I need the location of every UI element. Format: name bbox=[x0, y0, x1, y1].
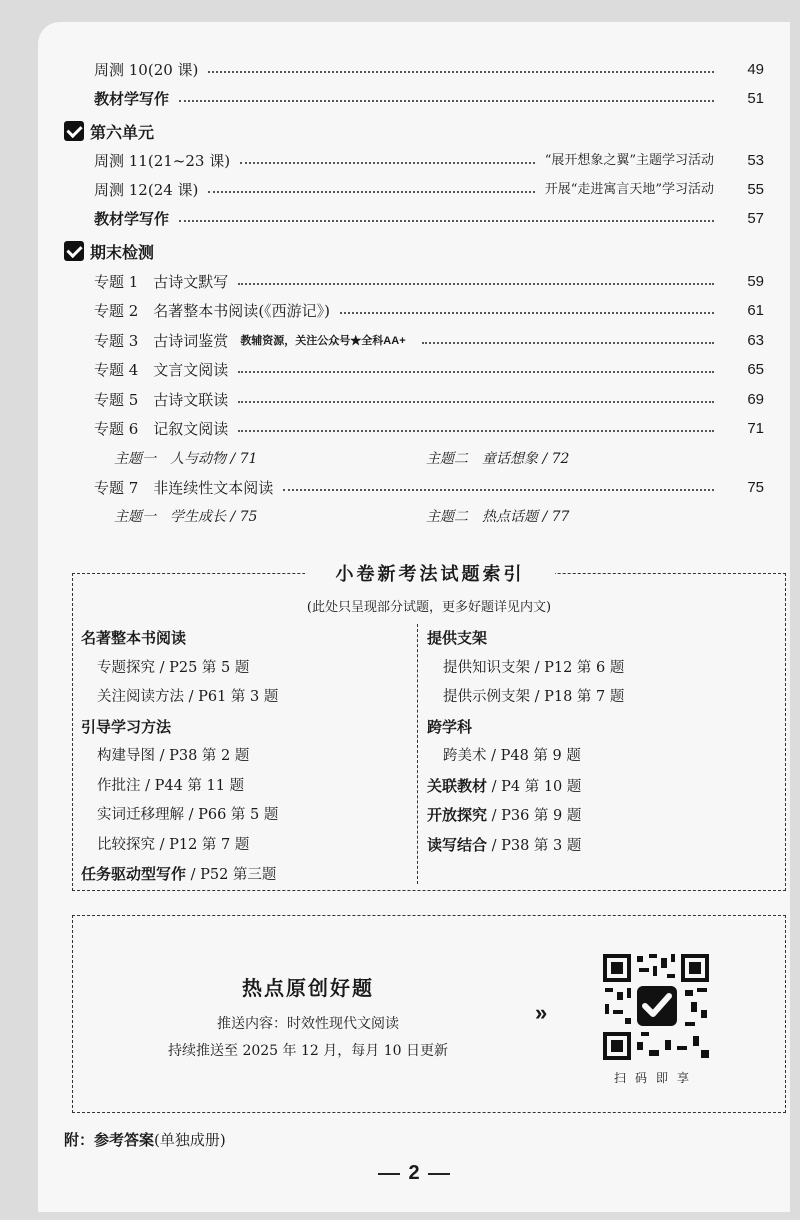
toc-row[interactable] bbox=[94, 356, 764, 384]
section-heading-final bbox=[64, 237, 154, 265]
toc-row[interactable] bbox=[94, 85, 764, 113]
toc-label: 周测 12(24 课) bbox=[94, 181, 199, 199]
toc-page: 65 bbox=[747, 361, 764, 378]
toc-subtopic[interactable]: 主题一 人与动物 / 71 bbox=[114, 451, 258, 467]
watermark-stamp: 教辅资源，关注公众号★全科AA+ bbox=[240, 335, 406, 347]
page-number bbox=[38, 1162, 790, 1185]
index-entry[interactable]: 实词迁移理解 / P66 第 5 题 bbox=[97, 807, 279, 823]
toc-label: 教材学写作 bbox=[94, 90, 170, 108]
index-ref: / P38 第 3 题 bbox=[487, 837, 582, 854]
toc-row[interactable] bbox=[94, 415, 764, 443]
answer-note bbox=[64, 1129, 226, 1150]
toc-label: 专题 1 古诗文默写 bbox=[94, 273, 229, 291]
index-left-column bbox=[81, 624, 278, 890]
dot-leader bbox=[283, 489, 714, 491]
question-index-box bbox=[72, 564, 786, 891]
toc-page: 49 bbox=[747, 61, 764, 78]
toc-subtopic[interactable]: 主题一 学生成长 / 75 bbox=[114, 509, 258, 525]
toc-row[interactable] bbox=[94, 297, 764, 325]
index-category: 任务驱动型写作 bbox=[81, 866, 187, 883]
hot-title: 热点原创好题 bbox=[242, 978, 374, 1000]
toc-row[interactable] bbox=[94, 268, 764, 296]
dot-leader bbox=[179, 100, 714, 102]
index-entry[interactable]: 跨美术 / P48 第 9 题 bbox=[443, 748, 581, 764]
toc-page: 69 bbox=[747, 391, 764, 408]
toc-page: 55 bbox=[747, 181, 764, 198]
hot-line-1: 推送内容：时效性现代文阅读 bbox=[217, 1015, 399, 1031]
toc-subtopic[interactable]: 主题二 童话想象 / 72 bbox=[426, 451, 570, 467]
index-entry[interactable] bbox=[427, 801, 624, 831]
index-category: 提供支架 bbox=[427, 630, 488, 647]
dot-leader bbox=[208, 191, 534, 193]
dot-leader bbox=[238, 430, 714, 432]
index-category: 读写结合 bbox=[427, 836, 488, 854]
index-entry[interactable] bbox=[427, 831, 624, 861]
index-ref: / P36 第 9 题 bbox=[487, 808, 582, 824]
index-category: 跨学科 bbox=[427, 718, 473, 736]
dot-leader bbox=[238, 401, 714, 403]
index-entry[interactable]: 关注阅读方法 / P61 第 3 题 bbox=[97, 689, 279, 705]
toc-page: 75 bbox=[747, 479, 764, 496]
section-title: 期末检测 bbox=[90, 244, 155, 262]
dot-leader bbox=[179, 220, 714, 222]
toc-row[interactable] bbox=[94, 176, 764, 204]
toc-row[interactable] bbox=[94, 474, 764, 502]
toc-page: 63 bbox=[747, 332, 764, 349]
answer-suffix: (单独成册) bbox=[154, 1131, 226, 1149]
index-right-column bbox=[427, 624, 624, 860]
index-ref: / P4 第 10 题 bbox=[487, 778, 582, 795]
toc-row[interactable] bbox=[94, 205, 764, 233]
index-entry[interactable] bbox=[81, 860, 278, 890]
toc-row[interactable] bbox=[94, 327, 764, 355]
index-entry[interactable]: 比较探究 / P12 第 7 题 bbox=[97, 836, 250, 853]
double-chevron-right-icon: » bbox=[535, 1000, 548, 1025]
index-category: 开放探究 bbox=[427, 807, 488, 824]
toc-label: 周测 10(20 课) bbox=[94, 61, 199, 79]
toc-page: 53 bbox=[747, 152, 764, 169]
dot-leader bbox=[422, 342, 714, 344]
dot-leader bbox=[208, 71, 714, 73]
toc-label: 周测 11(21~23 课) bbox=[94, 152, 231, 170]
toc-row[interactable] bbox=[94, 56, 764, 84]
section-heading-unit6 bbox=[64, 117, 154, 145]
dash-left bbox=[378, 1173, 400, 1175]
section-title: 第六单元 bbox=[90, 124, 155, 142]
hot-topics-box bbox=[72, 915, 786, 1113]
dot-leader bbox=[240, 162, 535, 164]
checkbox-checked-icon bbox=[64, 121, 84, 141]
index-entry[interactable]: 作批注 / P44 第 11 题 bbox=[97, 777, 245, 794]
toc-label: 专题 3 古诗词鉴赏 bbox=[94, 332, 229, 350]
index-divider bbox=[417, 624, 418, 884]
page-number-value: 2 bbox=[408, 1162, 420, 1184]
toc-row[interactable] bbox=[94, 386, 764, 414]
index-entry[interactable]: 构建导图 / P38 第 2 题 bbox=[97, 748, 250, 764]
checkbox-checked-icon bbox=[64, 241, 84, 261]
index-ref: / P52 第三题 bbox=[186, 867, 277, 883]
page-sheet bbox=[38, 22, 790, 1212]
index-subtitle: (此处只呈现部分试题，更多好题详见内文) bbox=[306, 600, 552, 615]
toc-subtopic[interactable]: 主题二 热点话题 / 77 bbox=[426, 509, 570, 525]
index-category: 名著整本书阅读 bbox=[81, 630, 187, 647]
toc-row[interactable] bbox=[94, 147, 764, 175]
dot-leader bbox=[238, 371, 714, 373]
index-category: 关联教材 bbox=[427, 777, 488, 795]
toc-page: 71 bbox=[747, 420, 764, 437]
qr-code[interactable] bbox=[601, 952, 711, 1062]
hot-line-2: 持续推送至 2025 年 12 月，每月 10 日更新 bbox=[168, 1043, 448, 1059]
toc-note: 开展“走进寓言天地”学习活动 bbox=[544, 182, 714, 197]
toc-page: 59 bbox=[747, 273, 764, 290]
toc-label: 专题 7 非连续性文本阅读 bbox=[94, 479, 274, 497]
index-title: 小卷新考法试题索引 bbox=[305, 562, 555, 586]
toc-page: 61 bbox=[747, 302, 764, 319]
toc-page: 51 bbox=[747, 90, 764, 107]
index-entry[interactable]: 提供知识支架 / P12 第 6 题 bbox=[443, 659, 625, 676]
dot-leader bbox=[238, 283, 714, 285]
index-entry[interactable]: 提供示例支架 / P18 第 7 题 bbox=[443, 689, 625, 705]
qr-caption: 扫码即享 bbox=[613, 1071, 698, 1085]
toc-note: “展开想象之翼”主题学习活动 bbox=[544, 153, 714, 168]
dash-right bbox=[428, 1173, 450, 1175]
index-entry[interactable] bbox=[427, 772, 624, 802]
toc-label: 教材学写作 bbox=[94, 210, 170, 228]
index-category: 引导学习方法 bbox=[81, 718, 172, 736]
toc-label: 专题 4 文言文阅读 bbox=[94, 361, 229, 379]
toc-page: 57 bbox=[747, 210, 764, 227]
toc-label: 专题 5 古诗文联读 bbox=[94, 391, 229, 409]
toc-label: 专题 6 记叙文阅读 bbox=[94, 420, 229, 438]
dot-leader bbox=[340, 312, 714, 314]
answer-label: 附：参考答案 bbox=[64, 1132, 155, 1149]
toc-label: 专题 2 名著整本书阅读(《西游记》) bbox=[94, 302, 331, 320]
index-entry[interactable]: 专题探究 / P25 第 5 题 bbox=[97, 659, 250, 676]
